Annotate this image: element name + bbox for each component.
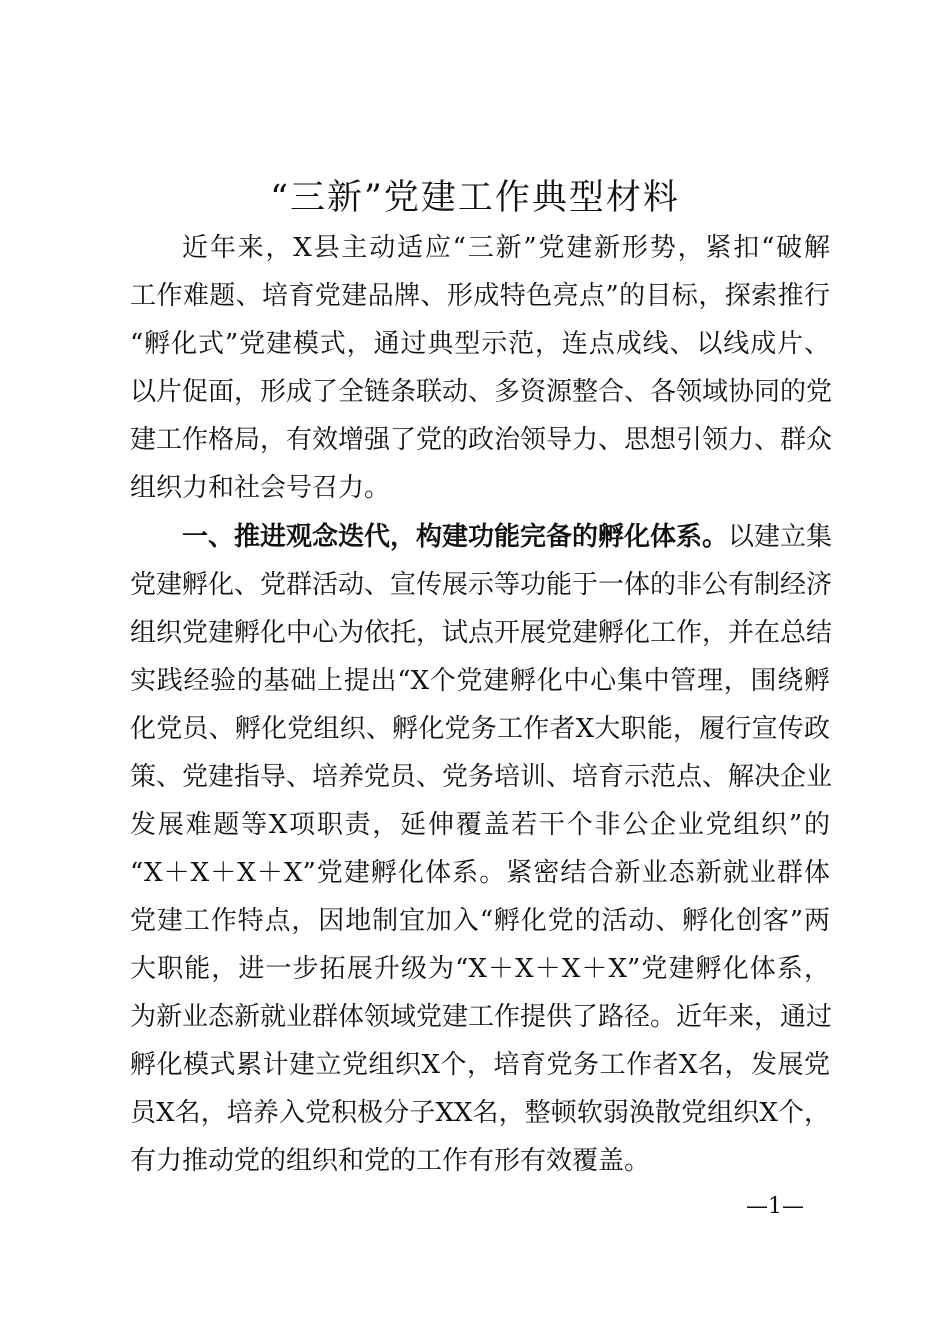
- intro-line-5: 建工作格局，有效增强了党的政治领导力、思想引领力、群众: [130, 425, 833, 455]
- intro-line-4: 以片促面，形成了全链条联动、多资源整合、各领域协同的党: [130, 377, 833, 407]
- section1-heading: 一、推进观念迭代，构建功能完备的孵化体系。: [182, 522, 729, 552]
- section1-line-11: 为新业态新就业群体领域党建工作提供了路径。近年来，通过: [130, 1002, 833, 1032]
- page-number: —1—: [746, 1194, 804, 1219]
- intro-line-6: 组织力和社会号召力。: [130, 473, 391, 503]
- section1-line-3: 组织党建孵化中心为依托，试点开展党建孵化工作，并在总结: [130, 618, 833, 648]
- intro-line-2: 工作难题、培育党建品牌、形成特色亮点”的目标，探索推行: [130, 281, 830, 311]
- intro-line-3: “孵化式”党建模式，通过典型示范，连点成线、以线成片、: [130, 329, 830, 359]
- section1-line-8: “X＋X＋X＋X”党建孵化体系。紧密结合新业态新就业群体: [130, 858, 830, 888]
- section1-line-5: 化党员、孵化党组织、孵化党务工作者X大职能，履行宣传政: [130, 714, 830, 744]
- section1-line-12: 孵化模式累计建立党组织X个，培育党务工作者X名，发展党: [130, 1050, 830, 1080]
- section1-line-6: 策、党建指导、培养党员、党务培训、培育示范点、解决企业: [130, 762, 833, 792]
- section1-line-10: 大职能，进一步拓展升级为“X＋X＋X＋X”党建孵化体系，: [130, 954, 830, 984]
- section1-line-2: 党建孵化、党群活动、宣传展示等功能于一体的非公有制经济: [130, 570, 833, 600]
- section1-line-7: 发展难题等X项职责，延伸覆盖若干个非公企业党组织”的: [130, 810, 830, 840]
- section1-first-line-rest: 以建立集: [728, 522, 833, 552]
- section1-line-9: 党建工作特点，因地制宜加入“孵化党的活动、孵化创客”两: [130, 906, 830, 936]
- section1-line-13: 员X名，培养入党积极分子XX名，整顿软弱涣散党组织X个，: [130, 1098, 830, 1128]
- intro-line-1: 近年来，X县主动适应“三新”党建新形势，紧扣“破解: [182, 233, 830, 263]
- section1-line-4: 实践经验的基础上提出“X个党建孵化中心集中管理，围绕孵: [130, 666, 830, 696]
- section1-line-14: 有力推动党的组织和党的工作有形有效覆盖。: [130, 1146, 651, 1176]
- document-title: “三新”党建工作典型材料: [270, 178, 680, 218]
- section1-first-line: [182, 517, 833, 557]
